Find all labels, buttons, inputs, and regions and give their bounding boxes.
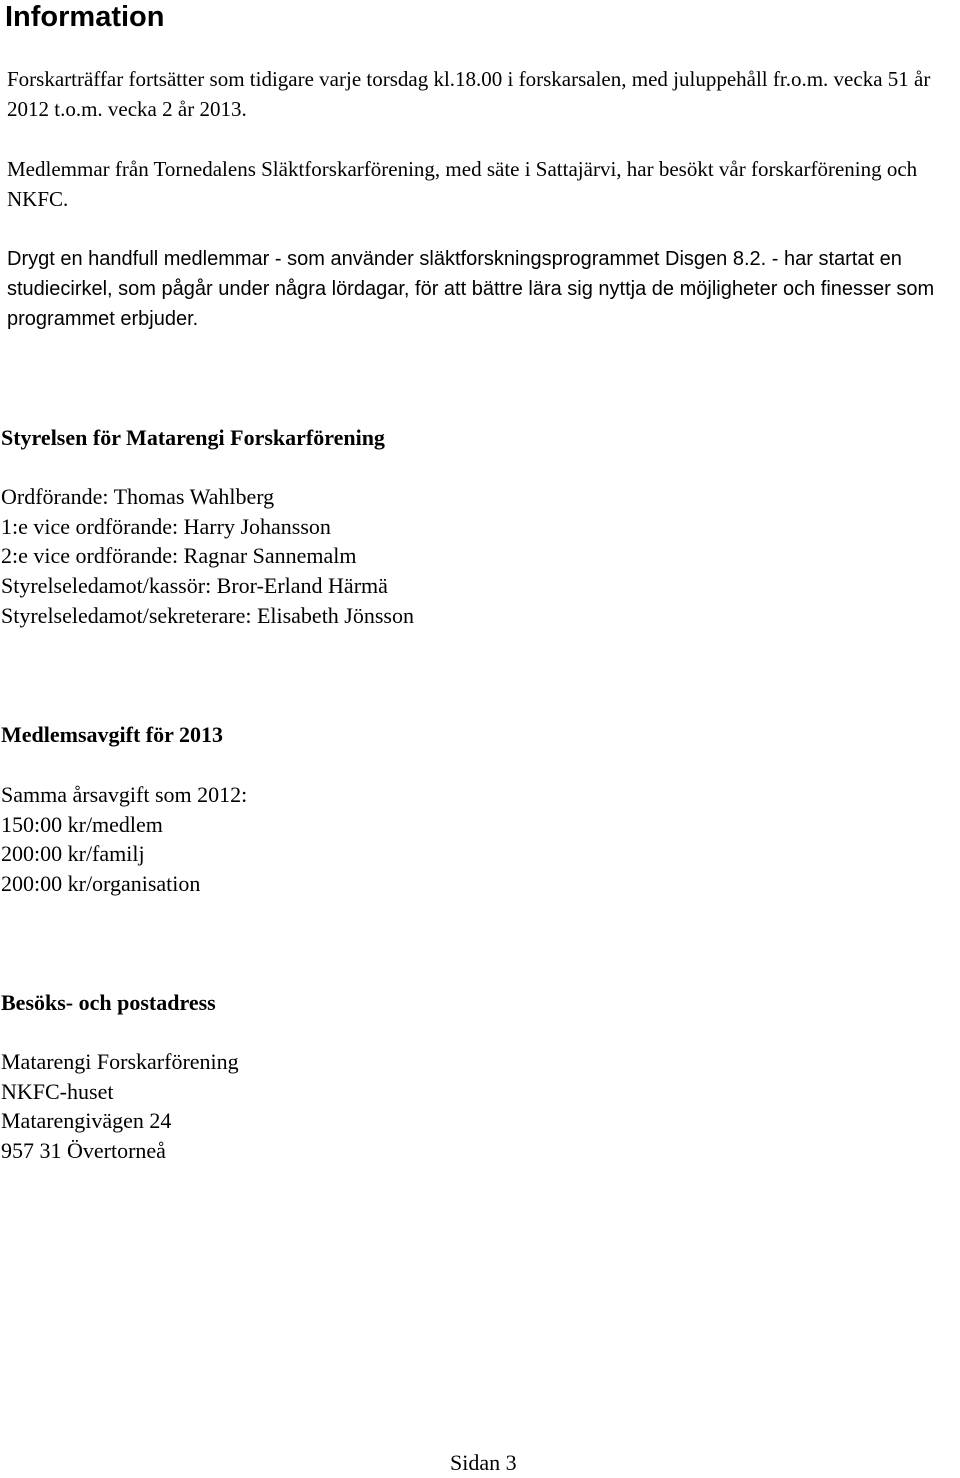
board-member-line: Ordförande: Thomas Wahlberg <box>1 484 275 509</box>
fee-line: 150:00 kr/medlem <box>1 811 163 837</box>
intro-paragraph-meetings: Forskarträffar fortsätter som tidigare varje torsdag kl.18.00 i forskarsalen, med juluppehåll fr.o.m. vecka 51 år 2012 t.o.m. vecka 2 år 2013. <box>7 67 931 121</box>
fee-line: 200:00 kr/organisation <box>1 871 201 897</box>
page-number: Sidan 3 <box>450 1450 517 1475</box>
fee-heading: Medlemsavgift för 2013 <box>1 722 223 747</box>
board-member-list <box>1 482 414 631</box>
intro-paragraph-visit: Medlemmar från Tornedalens Släktforskarförening, med säte i Sattajärvi, har besökt vår forskarförening och NKFC. <box>7 157 918 211</box>
intro-paragraph-study-circle: Drygt en handfull medlemmar - som använder släktforskningsprogrammet Disgen 8.2. - har startat en studiecirkel, som pågår under några lördagar, för att bättre lära sig nyttja de möjligheter och finesser som programmet erbjuder. <box>7 248 935 330</box>
board-member-line: Styrelseledamot/sekreterare: Elisabeth Jönsson <box>1 602 414 628</box>
board-member-line: 1:e vice ordförande: Harry Johansson <box>1 513 331 539</box>
address-heading: Besöks- och postadress <box>1 990 216 1015</box>
page-title: Information <box>5 1 165 33</box>
address-line: Matarengivägen 24 <box>1 1108 172 1134</box>
fee-line: 200:00 kr/familj <box>1 841 145 867</box>
address-list <box>1 1047 239 1166</box>
address-line: NKFC-huset <box>1 1078 114 1104</box>
fee-list <box>1 780 247 899</box>
board-member-line: Styrelseledamot/kassör: Bror-Erland Härmä <box>1 573 388 599</box>
board-member-line: 2:e vice ordförande: Ragnar Sannemalm <box>1 543 357 569</box>
fee-line: Samma årsavgift som 2012: <box>1 782 248 807</box>
address-line: 957 31 Övertorneå <box>1 1138 166 1164</box>
address-line: Matarengi Forskarförening <box>1 1049 239 1074</box>
board-heading: Styrelsen för Matarengi Forskarförening <box>1 425 385 450</box>
